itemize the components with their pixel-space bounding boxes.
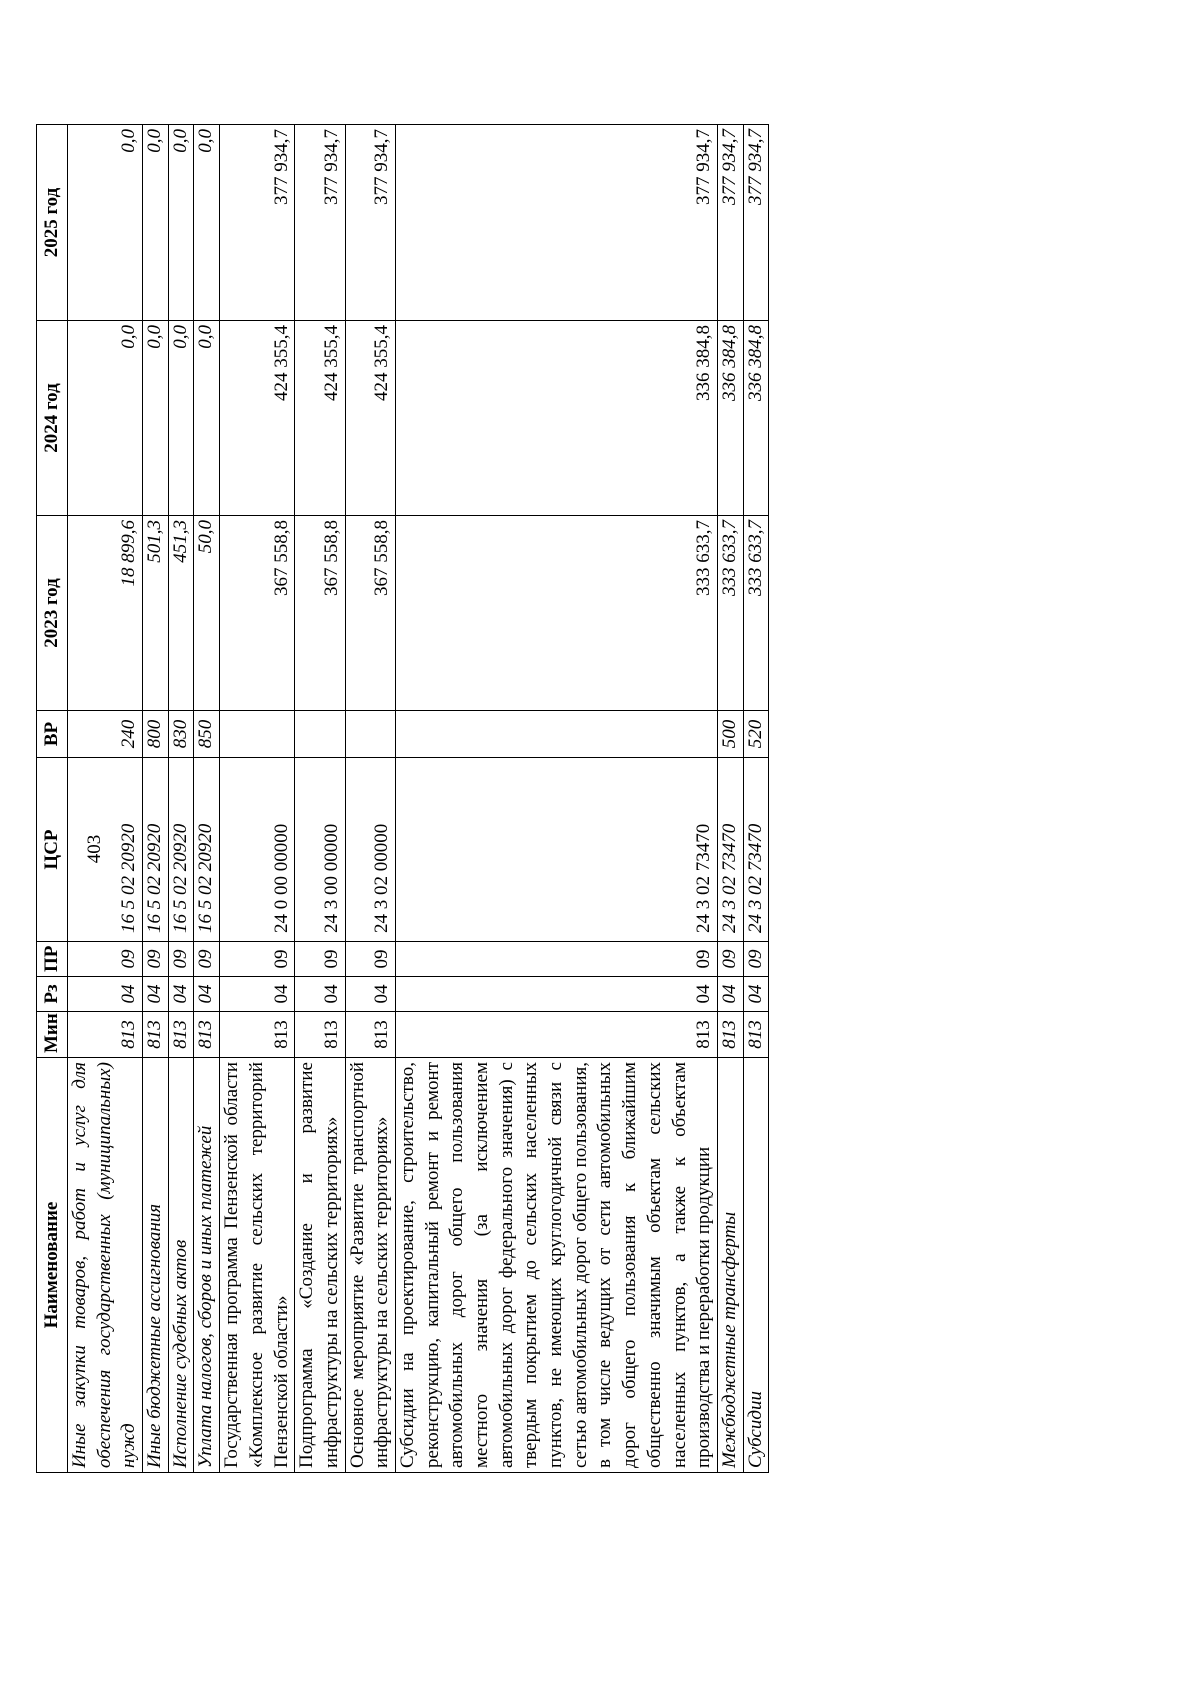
cell-2025: 377 934,7: [345, 125, 395, 321]
header-2025: 2025 год: [37, 125, 68, 321]
cell-2023: 367 558,8: [295, 516, 345, 711]
cell-pr: 09: [143, 942, 169, 977]
cell-2024: 0,0: [194, 321, 220, 516]
cell-rz: 04: [168, 977, 194, 1012]
cell-2025: 377 934,7: [395, 125, 717, 321]
cell-2023: 333 633,7: [395, 516, 717, 711]
cell-vr: 520: [743, 711, 769, 758]
table-header-row: [37, 125, 68, 1473]
cell-2023: 451,3: [168, 516, 194, 711]
header-pr: ПР: [37, 942, 68, 977]
cell-2024: 336 384,8: [743, 321, 769, 516]
table-row: [168, 125, 194, 1473]
cell-csr: 16 5 02 20920: [143, 758, 169, 942]
cell-2025: 0,0: [143, 125, 169, 321]
cell-vr: [395, 711, 717, 758]
cell-pr: 09: [345, 942, 395, 977]
cell-csr: 24 3 02 73470: [717, 758, 743, 942]
cell-min: 813: [220, 1012, 295, 1058]
cell-2024: 0,0: [143, 321, 169, 516]
cell-min: 813: [345, 1012, 395, 1058]
cell-min: 813: [717, 1012, 743, 1058]
cell-csr: 24 3 02 00000: [345, 758, 395, 942]
cell-rz: 04: [68, 977, 143, 1012]
table-row: [194, 125, 220, 1473]
cell-csr: 24 3 02 73470: [395, 758, 717, 942]
table-row: [717, 125, 743, 1473]
cell-vr: 500: [717, 711, 743, 758]
cell-name: Иные бюджетные ассигнования: [143, 1058, 169, 1473]
header-vr: ВР: [37, 711, 68, 758]
cell-rz: 04: [143, 977, 169, 1012]
cell-rz: 04: [717, 977, 743, 1012]
cell-pr: 09: [395, 942, 717, 977]
cell-2025: 377 934,7: [717, 125, 743, 321]
cell-2025: 0,0: [194, 125, 220, 321]
cell-csr: 24 0 00 00000: [220, 758, 295, 942]
cell-csr: 16 5 02 20920: [168, 758, 194, 942]
cell-2024: 336 384,8: [717, 321, 743, 516]
cell-min: 813: [168, 1012, 194, 1058]
cell-2025: 0,0: [168, 125, 194, 321]
cell-pr: 09: [220, 942, 295, 977]
cell-pr: 09: [743, 942, 769, 977]
cell-2023: 367 558,8: [345, 516, 395, 711]
cell-name: Основное мероприятие «Развитие транспортной инфраструктуры на сельских территориях»: [345, 1058, 395, 1473]
cell-2024: 424 355,4: [345, 321, 395, 516]
table-row: [345, 125, 395, 1473]
cell-2024: 336 384,8: [395, 321, 717, 516]
cell-min: 813: [194, 1012, 220, 1058]
cell-pr: 09: [168, 942, 194, 977]
page-number: 403: [84, 834, 105, 864]
table-row: [743, 125, 769, 1473]
cell-rz: 04: [395, 977, 717, 1012]
budget-table-rotated: [36, 125, 836, 1473]
cell-rz: 04: [345, 977, 395, 1012]
cell-2025: 377 934,7: [220, 125, 295, 321]
cell-2023: 367 558,8: [220, 516, 295, 711]
cell-name: Субсидии на проектирование, строительство, реконструкцию, капитальный ремонт и ремонт автомобильных дорог общего пользования местного значения (за исключением автомобильных дорог федерального значения) с твердым покрытием до сельских населенных пунктов, не имеющих круглогодичной связи с сетью автомобильных дорог общего пользования, в том числе ведущих от сети автомобильных дорог общего пользования к ближайшим общественно значимым объектам сельских населенных пунктов, а также к объектам производства и переработки продукции: [395, 1058, 717, 1473]
cell-2024: 0,0: [168, 321, 194, 516]
cell-vr: 850: [194, 711, 220, 758]
cell-vr: [220, 711, 295, 758]
cell-name: Иные закупки товаров, работ и услуг для обеспечения государственных (муниципальных) нужд: [68, 1058, 143, 1473]
cell-pr: 09: [717, 942, 743, 977]
cell-2025: 377 934,7: [295, 125, 345, 321]
header-csr: ЦСР: [37, 758, 68, 942]
cell-2025: 0,0: [68, 125, 143, 321]
cell-vr: 800: [143, 711, 169, 758]
cell-name: Уплата налогов, сборов и иных платежей: [194, 1058, 220, 1473]
cell-pr: 09: [68, 942, 143, 977]
header-min: Мин: [37, 1012, 68, 1058]
budget-table: [36, 124, 769, 1473]
cell-csr: 24 3 00 00000: [295, 758, 345, 942]
cell-name: Субсидии: [743, 1058, 769, 1473]
cell-name: Государственная программа Пензенской области «Комплексное развитие сельских территорий Пензенской области»: [220, 1058, 295, 1473]
cell-csr: 24 3 02 73470: [743, 758, 769, 942]
cell-vr: 830: [168, 711, 194, 758]
cell-2024: 424 355,4: [220, 321, 295, 516]
header-2024: 2024 год: [37, 321, 68, 516]
cell-pr: 09: [194, 942, 220, 977]
cell-name: Межбюджетные трансферты: [717, 1058, 743, 1473]
cell-rz: 04: [220, 977, 295, 1012]
cell-csr: 16 5 02 20920: [68, 758, 143, 942]
cell-2023: 333 633,7: [717, 516, 743, 711]
cell-vr: 240: [68, 711, 143, 758]
cell-2024: 424 355,4: [295, 321, 345, 516]
cell-min: 813: [295, 1012, 345, 1058]
table-row: [68, 125, 143, 1473]
cell-min: 813: [143, 1012, 169, 1058]
cell-rz: 04: [743, 977, 769, 1012]
table-row: [295, 125, 345, 1473]
cell-vr: [295, 711, 345, 758]
cell-min: 813: [395, 1012, 717, 1058]
cell-2023: 333 633,7: [743, 516, 769, 711]
cell-rz: 04: [295, 977, 345, 1012]
cell-2024: 0,0: [68, 321, 143, 516]
cell-pr: 09: [295, 942, 345, 977]
cell-min: 813: [68, 1012, 143, 1058]
cell-rz: 04: [194, 977, 220, 1012]
cell-2023: 50,0: [194, 516, 220, 711]
cell-name: Исполнение судебных актов: [168, 1058, 194, 1473]
header-rz: Рз: [37, 977, 68, 1012]
table-row: [220, 125, 295, 1473]
cell-csr: 16 5 02 20920: [194, 758, 220, 942]
header-2023: 2023 год: [37, 516, 68, 711]
cell-vr: [345, 711, 395, 758]
table-row: [395, 125, 717, 1473]
cell-2025: 377 934,7: [743, 125, 769, 321]
cell-name: Подпрограмма «Создание и развитие инфраструктуры на сельских территориях»: [295, 1058, 345, 1473]
cell-2023: 501,3: [143, 516, 169, 711]
header-name: Наименование: [37, 1058, 68, 1473]
cell-min: 813: [743, 1012, 769, 1058]
table-row: [143, 125, 169, 1473]
cell-2023: 18 899,6: [68, 516, 143, 711]
